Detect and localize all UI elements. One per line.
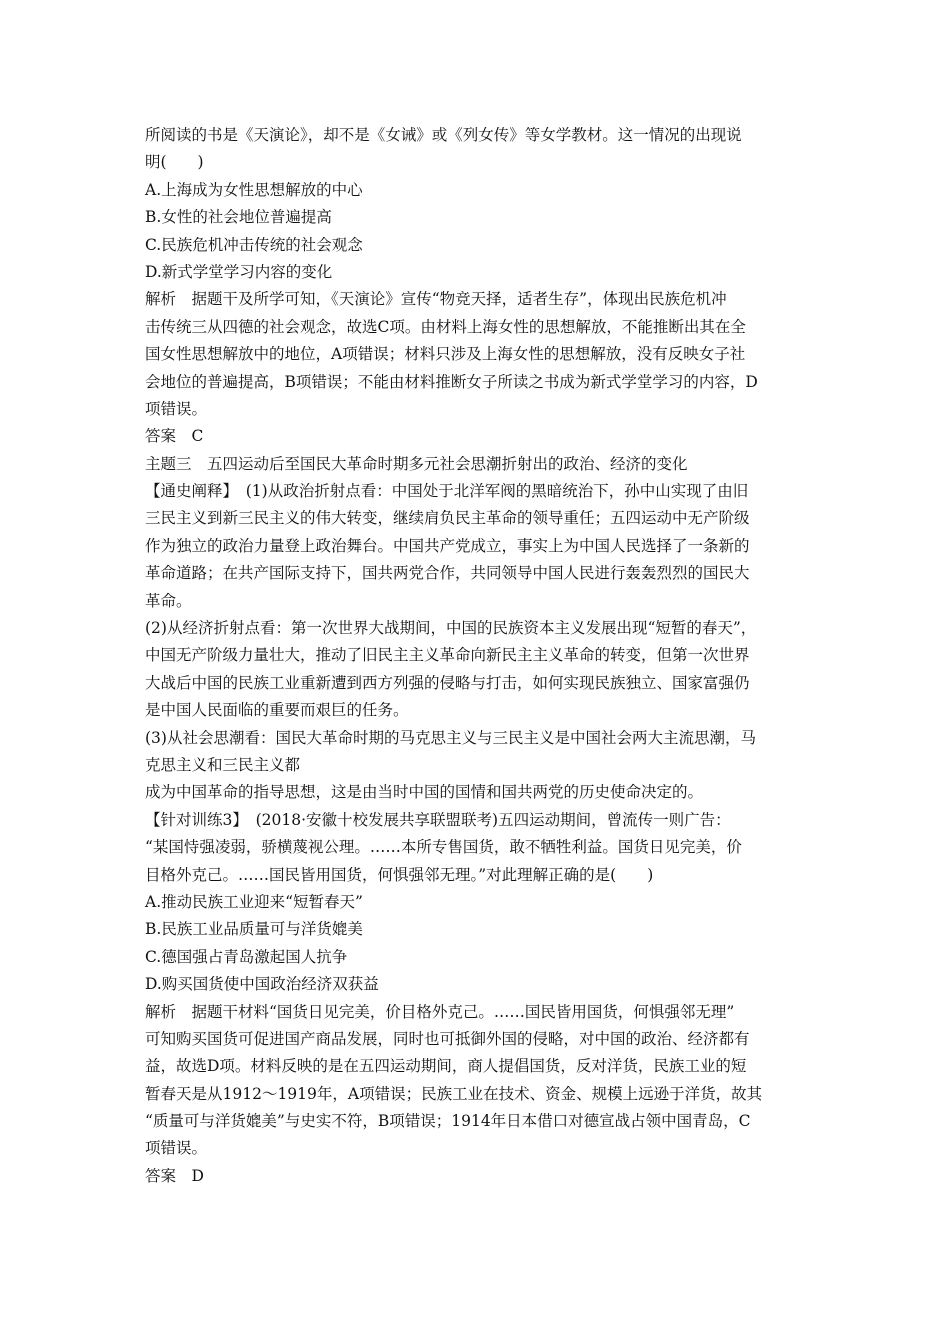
- option-line: A.上海成为女性思想解放的中心: [145, 180, 363, 199]
- answer-line: 答案 D: [145, 1166, 204, 1185]
- analysis-line: “质量可与洋货媲美”与史实不符，B项错误；1914年日本借口对德宣战占领中国青岛，C: [145, 1112, 751, 1131]
- option-line: C.民族危机冲击传统的社会观念: [145, 235, 363, 254]
- analysis-line: 会地位的普遍提高，B项错误；不能由材料推断女子所读之书成为新式学堂学习的内容，D: [145, 372, 758, 391]
- text-line: (3)从社会思潮看：国民大革命时期的马克思主义与三民主义是中国社会两大主流思潮，马: [145, 728, 756, 747]
- document-body: [145, 122, 813, 1190]
- analysis-line: 益，故选D项。材料反映的是在五四运动期间，商人提倡国货，反对洋货，民族工业的短: [145, 1057, 747, 1076]
- text-line: (2)从经济折射点看：第一次世界大战期间，中国的民族资本主义发展出现“短暂的春天”，: [145, 619, 757, 638]
- analysis-line: 国女性思想解放中的地位，A项错误；材料只涉及上海女性的思想解放，没有反映女子社: [145, 345, 746, 364]
- text-line: 革命。: [145, 591, 192, 610]
- analysis-line: 可知购买国货可促进国产商品发展，同时也可抵御外国的侵略，对中国的政治、经济都有: [145, 1029, 750, 1048]
- text-line: 克思主义和三民主义都: [145, 755, 301, 774]
- text-line: 是中国人民面临的重要而艰巨的任务。: [145, 701, 409, 720]
- analysis-line: 击传统三从四德的社会观念，故选C项。由材料上海女性的思想解放，不能推断出其在全: [145, 317, 746, 336]
- analysis-line: 解析 据题干材料“国货日见完美，价目格外克己。……国民皆用国货，何惧强邻无理”: [145, 1002, 735, 1021]
- text-line: “某国恃强凌弱，骄横蔑视公理。……本所专售国货，敢不牺牲利益。国货日见完美，价: [145, 838, 742, 857]
- text-line: 作为独立的政治力量登上政治舞台。中国共产党成立，事实上为中国人民选择了一条新的: [145, 536, 750, 555]
- text-line: 革命道路；在共产国际支持下，国共两党合作，共同领导中国人民进行轰轰烈烈的国民大: [145, 564, 750, 583]
- text-line: 大战后中国的民族工业重新遭到西方列强的侵略与打击，如何实现民族独立、国家富强仍: [145, 673, 750, 692]
- analysis-line: 解析 据题干及所学可知，《天演论》宣传“物竞天择，适者生存”，体现出民族危机冲: [145, 290, 727, 309]
- text-line: 三民主义到新三民主义的伟大转变，继续肩负民主革命的领导重任；五四运动中无产阶级: [145, 509, 750, 528]
- option-line: C.德国强占青岛激起国人抗争: [145, 947, 348, 966]
- text-line: 中国无产阶级力量壮大，推动了旧民主主义革命向新民主主义革命的转变，但第一次世界: [145, 646, 750, 665]
- analysis-line: 暂春天是从1912～1919年，A项错误；民族工业在技术、资金、规模上远逊于洋货，故其: [145, 1084, 763, 1103]
- text-line: 所阅读的书是《天演论》，却不是《女诫》或《列女传》等女学教材。这一情况的出现说: [145, 126, 742, 144]
- option-line: B.女性的社会地位普遍提高: [145, 208, 332, 227]
- option-line: D.新式学堂学习内容的变化: [145, 262, 333, 281]
- option-line: A.推动民族工业迎来“短暂春天”: [145, 892, 363, 911]
- text-line: 成为中国革命的指导思想，这是由当时中国的国情和国共两党的历史使命决定的。: [145, 783, 704, 802]
- analysis-line: 项错误。: [145, 399, 208, 418]
- text-line: 目格外克己。……国民皆用国货，何惧强邻无理。”对此理解正确的是( ): [145, 865, 654, 884]
- text-line: 【通史阐释】 (1)从政治折射点看：中国处于北洋军阀的黑暗统治下，孙中山实现了由旧: [145, 482, 749, 501]
- option-line: D.购买国货使中国政治经济双获益: [145, 975, 379, 994]
- section-heading: 主题三 五四运动后至国民大革命时期多元社会思潮折射出的政治、经济的变化: [145, 454, 688, 473]
- option-line: B.民族工业品质量可与洋货媲美: [145, 920, 363, 939]
- analysis-line: 项错误。: [145, 1139, 208, 1158]
- text-line: 【针对训练3】 (2018·安徽十校发展共享联盟联考)五四运动期间，曾流传一则广告：: [145, 810, 731, 829]
- answer-line: 答案 C: [145, 427, 204, 446]
- text-line: 明( ): [145, 153, 204, 172]
